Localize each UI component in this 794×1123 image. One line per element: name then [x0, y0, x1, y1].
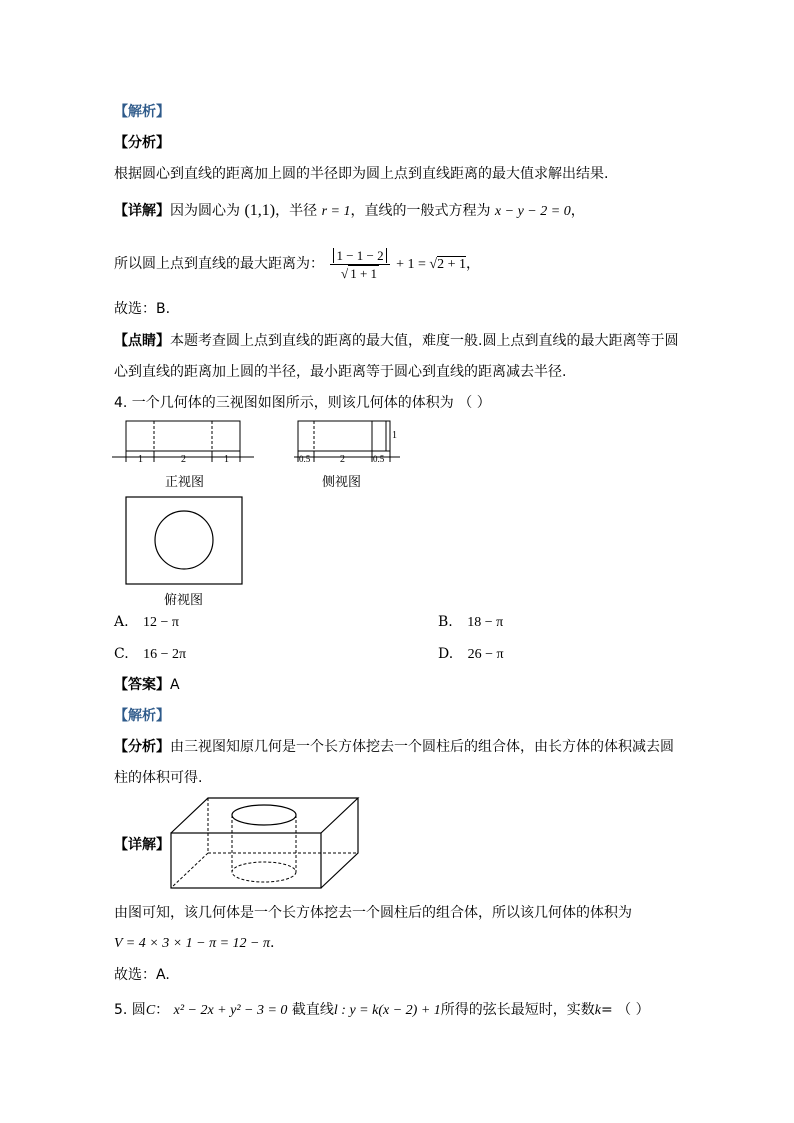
max-distance-line: 所以圆上点到直线的最大距离为： $\frac{1 - 1 - 2}{√ 1 + 1}$ + 1 = √2 + 1， — [114, 247, 480, 281]
q4-analysis-line-1 — [114, 737, 674, 757]
detail-line — [114, 201, 585, 222]
q5-end: = （ ） — [600, 1002, 650, 1018]
max-distance-text: 所以圆上点到直线的最大距离为： — [114, 256, 324, 272]
detail-text-b: ，半径 — [275, 203, 318, 219]
max-distance-result: 2 + 1 — [437, 257, 466, 272]
q5-mid-text: 截直线 — [291, 1002, 334, 1018]
max-distance-comma: ， — [465, 256, 480, 272]
front-dim-right: 1 — [224, 454, 229, 464]
option-d[interactable] — [438, 644, 504, 665]
detail-text-a: 因为圆心为 — [170, 203, 240, 219]
q5-circle-equation: x² − 2x + y² − 3 = 0 — [173, 1003, 288, 1018]
option-d-letter: D. — [438, 646, 454, 662]
analysis-text: 根据圆心到直线的距离加上圆的半径即为圆上点到直线距离的最大值求解出结果. — [114, 166, 609, 182]
option-a[interactable] — [114, 612, 179, 633]
option-c-letter: C. — [114, 646, 129, 662]
detail-text-c: ，直线的一般式方程为 — [350, 203, 491, 219]
center-coords: (1,1) — [244, 202, 276, 219]
q4-volume-period: . — [270, 935, 275, 951]
front-view-caption: 正视图 — [165, 475, 205, 490]
q4-analysis-text-2: 柱的体积可得. — [114, 770, 203, 786]
side-view-figure — [294, 418, 406, 464]
front-dim-left: 1 — [138, 454, 143, 464]
q5-circle-name: C — [145, 1003, 156, 1018]
option-c-expr: 16 − 2π — [143, 647, 187, 662]
review-text-2: 心到直线的距离加上圆的半径，最小距离等于圆心到直线的距离减去半径. — [114, 364, 567, 380]
review-text-1: 本题考查圆上点到直线的距离的最大值，难度一般.圆上点到直线的最大距离等于圆 — [170, 333, 679, 349]
review-line-1 — [114, 331, 678, 351]
q4-volume-line — [114, 933, 274, 954]
side-dim-middle: 2 — [340, 454, 345, 464]
option-c[interactable] — [114, 644, 186, 665]
q4-answer-final: 故选：A. — [114, 967, 170, 983]
q5-number: 5. 圆 — [114, 1002, 146, 1018]
q4-conclusion: 由图可知，该几何体是一个长方体挖去一个圆柱后的组合体，所以该几何体的体积为 — [114, 905, 632, 921]
option-b-expr: 18 − π — [467, 615, 504, 630]
q5-tail-text: 所得的弦长最短时，实数 — [440, 1002, 595, 1018]
top-view-caption: 俯视图 — [164, 593, 204, 608]
fraction-denominator: 1 + 1 — [350, 265, 378, 281]
fraction-numerator: 1 − 1 − 2 — [333, 248, 386, 263]
max-distance-tail: + 1 = — [396, 257, 430, 272]
top-view-figure — [124, 495, 246, 587]
cuboid-cylinder-figure — [168, 795, 364, 891]
option-b-letter: B. — [438, 614, 453, 630]
q4-answer-value: A — [170, 677, 180, 693]
detail-tag: 【详解】 — [114, 203, 170, 219]
q4-answer-line — [114, 675, 180, 695]
review-tag: 【点睛】 — [114, 333, 170, 349]
q4-detail-tag: 【详解】 — [114, 837, 170, 853]
option-a-expr: 12 − π — [143, 615, 179, 630]
distance-fraction: $\frac{1 - 1 - 2}{√ 1 + 1}$ — [330, 247, 389, 282]
option-d-expr: 26 − π — [467, 647, 504, 662]
side-dim-right: 0.5 — [373, 454, 385, 464]
jiexi-tag: 【解析】 — [114, 104, 170, 120]
q4-answer-tag: 【答案】 — [114, 677, 170, 693]
q4-stem: 4. 一个几何体的三视图如图所示，则该几何体的体积为 （ ） — [114, 395, 491, 411]
side-dim-height: 1 — [392, 430, 397, 441]
q5-k: k — [594, 1003, 601, 1018]
front-view-figure — [112, 418, 257, 464]
q4-jiexi-tag: 【解析】 — [114, 708, 170, 724]
option-b[interactable] — [438, 612, 503, 633]
side-dim-left: 0.5 — [299, 454, 311, 464]
q5-line-equation: (x − 2) + 1 — [378, 1003, 441, 1018]
q5-line-name: l : y = k — [333, 1003, 379, 1018]
line-equation: x − y − 2 = 0 — [494, 204, 571, 219]
answer-line-1: 故选：B. — [114, 301, 171, 317]
front-dim-middle: 2 — [181, 454, 186, 464]
option-a-letter: A. — [114, 614, 129, 630]
radius-equation: r = 1 — [321, 204, 351, 219]
q4-volume-equation: V = 4 × 3 × 1 − π = 12 − π — [114, 936, 271, 951]
q4-fenxi-tag: 【分析】 — [114, 739, 170, 755]
side-view-caption: 侧视图 — [322, 475, 362, 490]
detail-text-d: ， — [570, 203, 585, 219]
fenxi-tag: 【分析】 — [114, 135, 170, 151]
q5-stem — [114, 1000, 650, 1021]
q5-colon: ： — [155, 1002, 170, 1018]
q4-analysis-text-1: 由三视图知原几何是一个长方体挖去一个圆柱后的组合体，由长方体的体积减去圆 — [170, 739, 674, 755]
